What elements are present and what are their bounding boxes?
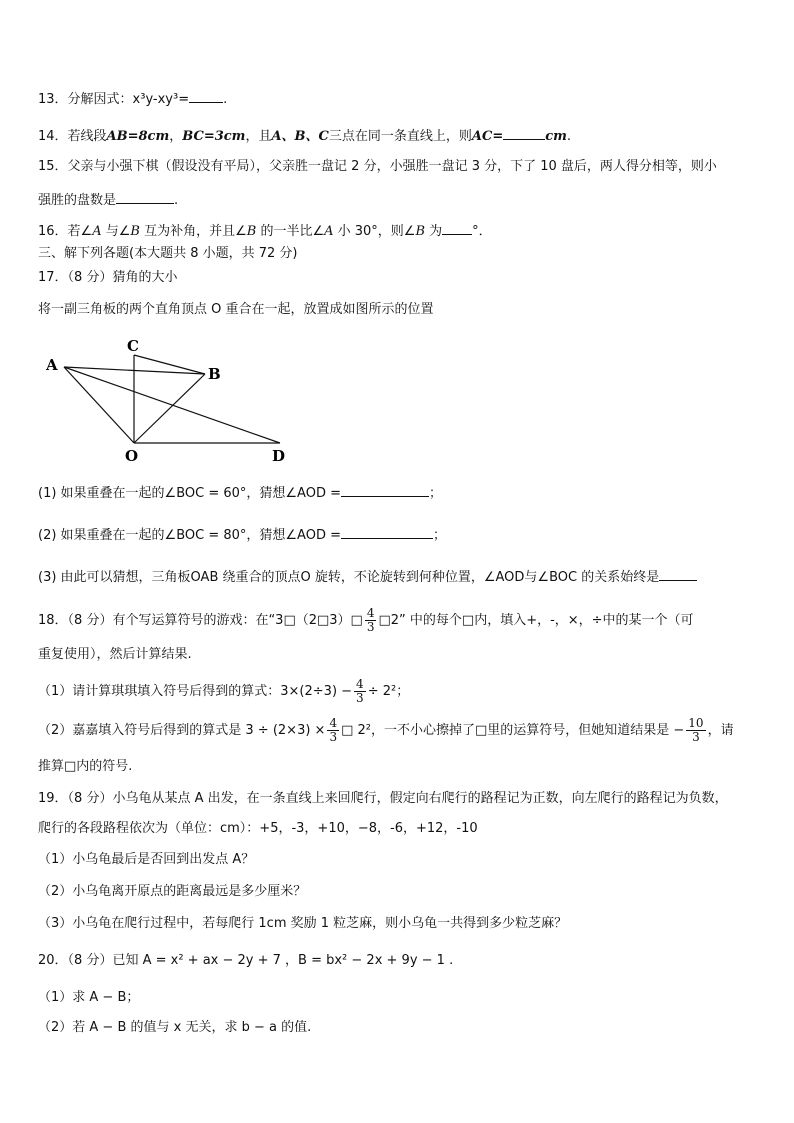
q18-p2-pre: （2）嘉嘉填入符号后得到的算式是 3 ÷ (2×3) ×: [38, 723, 326, 738]
q18-p1-frac-den: 3: [356, 691, 364, 705]
q16-pre: 16．若∠: [38, 224, 93, 239]
question-17-intro: [38, 300, 760, 320]
q17-p1-end: ；: [429, 486, 443, 501]
segment-O-B: [134, 374, 205, 443]
q18-p2-frac2: [686, 717, 705, 744]
q15-line2: 强胜的盘数是: [38, 193, 117, 208]
q19-line1: 19．（8 分）小乌龟从某点 A 出发，在一条直线上来回爬行，假定向右爬行的路程记为正数，向左爬行的路程记为负数，: [38, 791, 728, 806]
question-17-part1: [38, 482, 760, 504]
q20-p2: （2）若 A − B 的值与 x 无关，求 b − a 的值.: [38, 1020, 312, 1035]
q14-mid2: 三点在同一条直线上，则: [328, 129, 472, 144]
q18-p2-frac: [327, 717, 339, 744]
q16-b1: B: [130, 224, 140, 239]
q16-t5: 为: [425, 224, 443, 239]
q14-mid: ，且: [245, 129, 272, 144]
q13-end: .: [223, 92, 228, 107]
label-D: D: [272, 447, 286, 465]
q18-line2: 重复使用），然后计算结果.: [38, 647, 192, 662]
q18-frac1: [365, 607, 377, 634]
q17-p2-text: (2) 如果重叠在一起的∠BOC = 80°，猜想∠AOD =: [38, 528, 341, 543]
question-17-part3: [38, 566, 760, 588]
q16-a1: A: [92, 224, 102, 239]
q18-p2-frac2-den: 3: [692, 730, 700, 744]
section-3-heading: [38, 244, 760, 264]
q19-p2: （2）小乌龟离开原点的距离最远是多少厘米？: [38, 884, 307, 899]
q16-t1: 与∠: [101, 224, 131, 239]
q17-title: 17．（8 分）猜角的大小: [38, 270, 178, 285]
q16-b3: B: [415, 224, 426, 239]
q17-p1-text: (1) 如果重叠在一起的∠BOC = 60°，猜想∠AOD =: [38, 486, 341, 501]
q13-text: 13．分解因式：x³y-xy³=: [38, 92, 190, 107]
question-19-line1: [38, 789, 760, 809]
q18-p1-post: ÷ 2²；: [367, 684, 410, 699]
q16-end: °．: [472, 224, 492, 239]
q16-t4: 小 30°，则∠: [333, 224, 416, 239]
q15-line1: 15．父亲与小强下棋（假设没有平局），父亲胜一盘记 2 分，小强胜一盘记 3 分，下了 10 盘后，两人得分相等，则小: [38, 159, 717, 174]
q17-p2-blank: [341, 524, 433, 539]
q18-p2-frac-den: 3: [329, 730, 338, 744]
question-20-part2: [38, 1018, 760, 1038]
question-17-title: [38, 268, 760, 288]
q14-blank: [503, 125, 545, 140]
question-19-part1: [38, 850, 760, 870]
q17-p2-end: ；: [433, 528, 447, 543]
q18-p2-end: ，请: [707, 723, 734, 738]
q16-b2: B: [246, 224, 257, 239]
q15-end: .: [174, 193, 179, 208]
question-20-line1: [38, 951, 760, 971]
q14-bc: BC=3cm: [182, 129, 246, 144]
q16-t3: 的一半比∠: [256, 224, 325, 239]
q18-line1-pre: 18．（8 分）有个写运算符号的游戏：在“3□（2□3）□: [38, 613, 363, 628]
section-3-text: 三、解下列各题(本大题共 8 小题，共 72 分): [38, 246, 298, 261]
q18-line1-post: □2” 中的每个□内，填入+，-，×，÷中的某一个（可: [378, 613, 694, 628]
question-18-line2: [38, 645, 760, 665]
triangle-figure: [40, 335, 300, 465]
q19-p1: （1）小乌龟最后是否回到出发点 A？: [38, 852, 255, 867]
question-18-part2-line2: [38, 757, 760, 777]
q17-p3-text: (3) 由此可以猜想，三角板OAB 绕重合的顶点O 旋转，不论旋转到何种位置，∠AOD与∠BOC 的关系始终是: [38, 570, 660, 585]
label-B: B: [208, 365, 221, 383]
q14-pre: 14．若线段: [38, 129, 107, 144]
question-20-part1: [38, 988, 760, 1008]
q17-intro: 将一副三角板的两个直角顶点 O 重合在一起，放置成如图所示的位置: [38, 302, 434, 317]
question-14: [38, 125, 760, 147]
q15-blank: [116, 189, 174, 204]
label-C: C: [127, 337, 139, 355]
q18-p1-frac: [354, 678, 366, 705]
segment-A-D: [64, 367, 280, 443]
question-17-part2: [38, 524, 760, 546]
label-O: O: [125, 447, 139, 465]
q14-ac: AC=: [471, 129, 504, 144]
q19-p3: （3）小乌龟在爬行过程中，若每爬行 1cm 奖励 1 粒芝麻，则小乌龟一共得到多少粒芝麻？: [38, 916, 568, 931]
q14-end: .: [566, 129, 572, 144]
segment-A-O: [64, 367, 134, 443]
label-A: A: [46, 356, 58, 374]
question-18-part1: [38, 677, 760, 707]
q14-sep: ，: [169, 129, 183, 144]
q17-p3-blank: [659, 566, 697, 581]
q18-p2-line2: 推算□内的符号.: [38, 759, 133, 774]
q17-p1-blank: [341, 482, 429, 497]
question-19-line2: [38, 819, 760, 839]
question-19-part2: [38, 882, 760, 902]
q19-line2: 爬行的各段路程依次为（单位：cm）：+5，-3，+10，−8，-6，+12，-10: [38, 821, 478, 836]
q16-t2: 互为补角，并且∠: [139, 224, 247, 239]
question-16: [38, 220, 760, 242]
q18-p2-frac-num: 4: [329, 716, 338, 730]
q20-p1: （1）求 A − B；: [38, 990, 140, 1005]
question-13: [38, 88, 760, 110]
q14-unit: cm: [545, 129, 567, 144]
q16-a2: A: [324, 224, 334, 239]
q13-blank: [189, 88, 223, 103]
q18-frac1-num: 4: [366, 606, 375, 620]
question-18-line1: [38, 606, 760, 636]
q14-ab: AB=8cm: [106, 129, 170, 144]
q18-p1-frac-num: 4: [356, 677, 364, 691]
q20-line1: 20．（8 分）已知 A = x² + ax − 2y + 7 ，B = bx² − 2x + 9y − 1 .: [38, 953, 454, 968]
q14-abc: A、B、C: [271, 129, 329, 144]
question-15-line1: [38, 157, 760, 177]
q18-p2-mid: □ 2²，一不小心擦掉了□里的运算符号，但她知道结果是 −: [341, 723, 685, 738]
q18-p2-frac2-num: 10: [688, 716, 704, 730]
question-15-line2: [38, 189, 760, 211]
question-18-part2: [38, 716, 760, 746]
q18-frac1-den: 3: [366, 620, 375, 634]
q18-p1-pre: （1）请计算琪琪填入符号后得到的算式：3×(2÷3) −: [38, 684, 353, 699]
q16-blank: [442, 220, 472, 235]
question-19-part3: [38, 914, 760, 934]
